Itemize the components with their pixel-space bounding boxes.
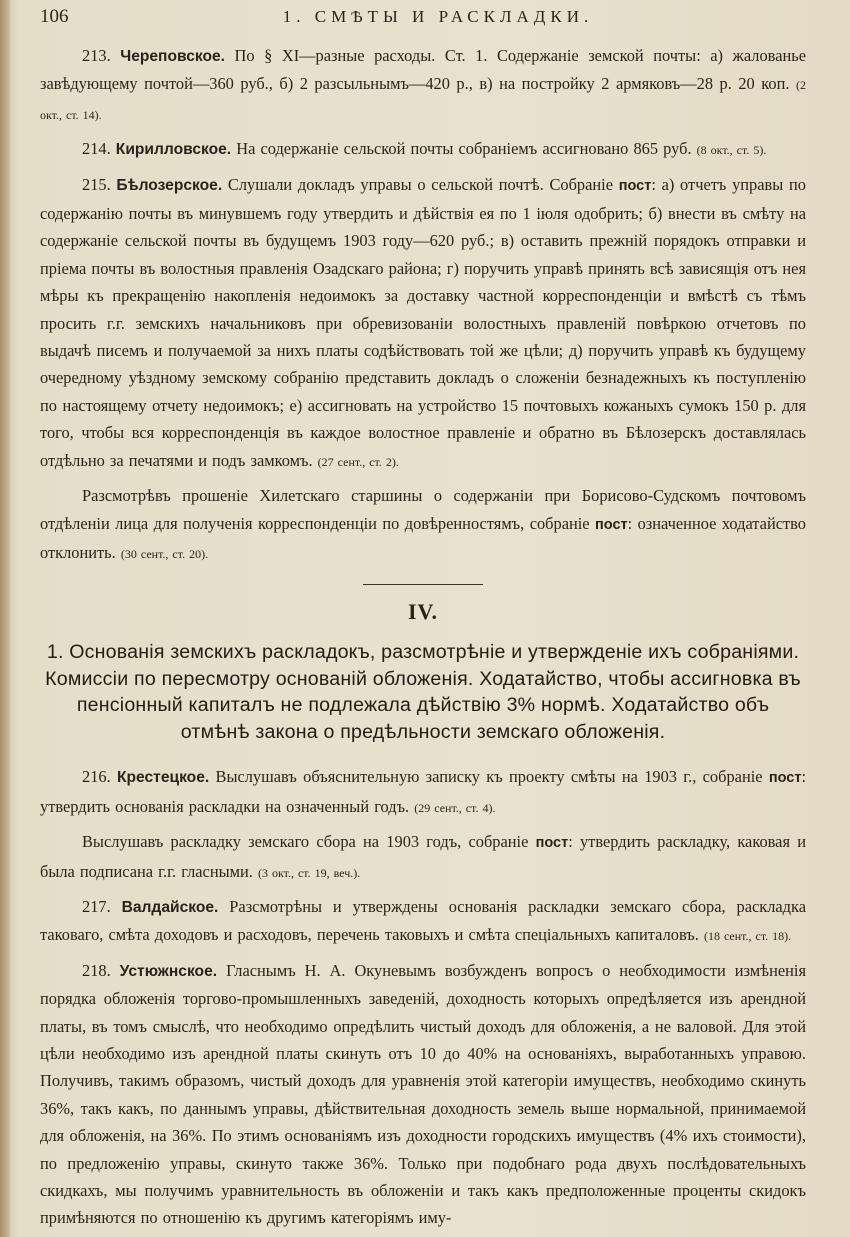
session-reference: (27 сент., ст. 2).	[317, 454, 399, 469]
entry-number: 217.	[82, 896, 111, 916]
session-reference: (29 сент., ст. 4).	[414, 800, 496, 815]
entry-217	[40, 893, 806, 951]
district-name: Устюжнское.	[119, 962, 218, 980]
resolution-keyword: пост	[618, 177, 652, 194]
page-number: 106	[40, 6, 69, 27]
session-reference: (8 окт., ст. 5).	[696, 143, 767, 158]
entry-text: Разсмотрѣвъ прошеніе Хилетскаго старшины о содержаніи при Борисово-Судскомъ почтовомъ отдѣленіи лица для полученія корреспонденціи по довѣренностямъ, собраніе	[40, 486, 806, 533]
section-divider	[363, 584, 483, 585]
entry-number: 216.	[82, 767, 111, 787]
entry-number: 218.	[82, 960, 111, 980]
session-reference: (2 окт., ст. 14).	[40, 78, 806, 122]
district-name: Валдайское.	[121, 898, 219, 916]
district-name: Череповское.	[120, 48, 226, 65]
entry-216-continuation	[40, 828, 806, 887]
page-spine-shadow	[0, 0, 10, 1237]
entry-text: : утвердить основанія раскладки на означенный годъ.	[40, 767, 806, 816]
resolution-keyword: пост	[768, 770, 802, 787]
entry-218	[40, 957, 806, 1232]
session-reference: (18 сент., ст. 18).	[703, 929, 792, 944]
entry-text: : означенное ходатайство отклонить.	[40, 513, 806, 562]
district-name: Кирилловское.	[115, 141, 232, 159]
entry-number: 215.	[82, 174, 111, 194]
entry-213	[40, 42, 806, 129]
entry-text: Гласнымъ Н. А. Окуневымъ возбужденъ вопросъ о необходимости измѣненія порядка обложенія торгово-промышленныхъ заведеній, доходность которыхъ опредѣляется изъ арендной платы, въ томъ смыслѣ, что необходимо опредѣлить чистый доходъ для обложенія, а не валовой. Для этой цѣли необходимо изъ арендной платы скинуть отъ 10 до 40% на основаніяхъ, выработанныхъ управою. Получивъ, такимъ образомъ, чистый доходъ для уравненія этой категоріи имуществъ, необходимо скинуть 36%, такъ какъ, по даннымъ управы, дѣйствительная доходность земель выше нормальной, принимаемой для обложенія, на 36%. По этимъ основаніямъ изъ доходности городскихъ имуществъ (4% ихъ стоимости), по предложенію управы, скинуто также 36%. Только при подобнаго рода двухъ послѣдовательныхъ скидкахъ, мы получимъ уравнительность въ обложеніи и такъ какъ предположенные проценты скидокъ примѣняются по отношенію къ другимъ категоріямъ иму-	[40, 960, 806, 1228]
district-name: Крестецкое.	[117, 769, 210, 787]
running-head: 1. СМѢТЫ И РАСКЛАДКИ.	[282, 7, 594, 26]
entry-text: По § XI—разные расходы. Ст. 1. Содержаніе земской почты: а) жалованье завѣдующему почтой—360 руб., б) 2 разсыльнымъ—420 р., в) на постройку 2 армяковъ—28 р. 20 коп.	[40, 46, 806, 94]
entry-number: 214.	[82, 139, 111, 159]
entry-text: Разсмотрѣны и утверждены основанія раскладки земскаго сбора, раскладка таковаго, смѣта доходовъ и расходовъ, перечень таковыхъ и смѣта спеціальныхъ капиталовъ.	[40, 896, 806, 945]
entry-text: Слушали докладъ управы о сельской почтѣ. Собраніе	[222, 174, 619, 194]
entry-text: Выслушавъ раскладку земскаго сбора на 1903 годъ, собраніе	[82, 832, 536, 852]
entry-number: 213.	[82, 46, 111, 65]
session-reference: (3 окт., ст. 19, веч.).	[257, 865, 361, 880]
entry-215-continuation	[40, 482, 806, 568]
section-number: IV.	[407, 599, 439, 625]
entry-text: Выслушавъ объяснительную записку къ проекту смѣты на 1903 г., собраніе	[209, 767, 769, 787]
entry-216	[40, 763, 806, 822]
resolution-keyword: пост	[535, 835, 569, 852]
entry-text: : а) отчетъ управы по содержанію почты въ минувшемъ году утвердить и дѣйствія ея по 1 іюля одобрить; б) внести въ смѣту на содержаніе сельской почты въ будущемъ 1903 году—620 руб.; в) оставить прежній порядокъ отправки и пріема почты въ волостныя правленія Озадскаго района; г) поручить управѣ принять всѣ зависящія отъ нея мѣры къ прекращенію накопленія недоимокъ за доставку частной корреспонденціи и вмѣстѣ съ тѣмъ просить г.г. земскихъ начальниковъ при обревизованіи волостныхъ правленій повѣркою отчетовъ по выдачѣ писемъ и получаемой за нихъ платы содѣйствовать той же цѣли; д) поручить управѣ къ будущему очередному уѣздному земскому собранію представить докладъ о сложеніи безнадежныхъ къ поступленію по настоящему отчету недоимокъ; е) ассигновать на устройство 15 почтовыхъ кожаныхъ сумокъ 150 р. для того, чтобы вся корреспонденція въ каждое волостное правленіе и обратно въ Бѣлозерскъ доставлялась отдѣльно за печатями и подъ замкомъ.	[40, 174, 806, 470]
resolution-keyword: пост	[595, 516, 628, 533]
session-reference: (30 сент., ст. 20).	[120, 546, 209, 561]
entry-text: На содержаніе сельской почты собраніемъ ассигновано 865 руб.	[231, 139, 697, 159]
entry-text: : утвердить раскладку, каковая и была подписана г.г. гласными.	[40, 832, 806, 881]
entry-214	[40, 135, 806, 164]
page-header	[40, 6, 806, 42]
entry-215	[40, 171, 806, 476]
section-title: 1. Основанія земскихъ раскладокъ, разсмотрѣніе и утвержденіе ихъ собраніями. Комиссіи по пересмотру основаній обложенія. Ходатайство, чтобы ассигновка въ пенсіонный капиталъ не подлежала дѣйствію 3% нормѣ. Ходатайство объ отмѣнѣ закона о предѣльности земскаго обложенія.	[45, 641, 801, 743]
district-name: Бѣлозерское.	[116, 176, 223, 194]
